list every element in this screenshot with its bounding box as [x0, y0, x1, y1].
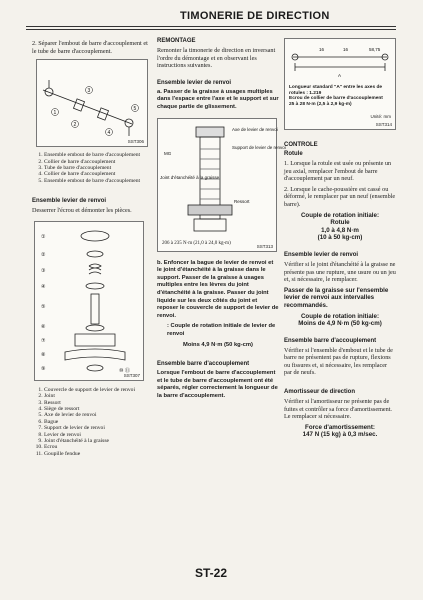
figure-tag: SST314	[375, 122, 392, 127]
legend-item: 3. Ressort	[44, 400, 150, 406]
figure-tag: SST313	[256, 243, 273, 249]
unit-label: Unité: mm	[370, 114, 391, 119]
legend-item: 1. Ensemble embout de barre d'accouplement	[44, 152, 150, 158]
grease-drawing	[158, 119, 286, 251]
collar-label: Ecrou de collier de barre d'accouplement	[289, 96, 383, 102]
label-mg: MG	[164, 150, 172, 156]
legend-item: 7. Support de levier de renvoi	[44, 425, 150, 431]
legend-item: 2. Joint	[44, 393, 150, 399]
step-2-text: 2. Séparer l'embout de barre d'accouplement et le tube de barre d'accouplement.	[32, 40, 148, 55]
couple2-val: Moins de 4,9 N·m (50 kg-cm)	[298, 320, 382, 328]
svg-text:②: ②	[41, 251, 46, 258]
torque-line-1: : Couple de rotation initiale de levier de renvoi	[167, 323, 276, 337]
dim-16-b: 16	[343, 47, 349, 52]
grease-text: Passer de la graisse sur l'ensemble levier de renvoi aux intervalles recommandés.	[284, 286, 389, 309]
idler-lever-grease-figure	[157, 118, 286, 252]
legend-item: 4. Collier de barre d'accouplement	[44, 171, 150, 177]
torque-line-2: Moins 4,9 N·m (50 kg-cm)	[183, 341, 253, 348]
svg-text:⑧: ⑧	[41, 351, 46, 358]
step-b-text: b. Enfoncer la bague de levier de renvoi et le joint d'étanchéité à la graisse dans le support. Passer de la graisse à usages multiples entre les lèvres du joint d'étanchéité à la graisse. Passer du joint liquide sur les deux côtés du joint et reposer le couvercle de support de levier de renvoi.	[157, 259, 279, 319]
legend-item: 5. Axe de levier de renvoi	[44, 412, 150, 418]
header-rule-thin	[26, 29, 396, 30]
legend-item: 10. Ecrou	[44, 444, 150, 450]
svg-text:①: ①	[41, 233, 46, 240]
tie-rod-length-drawing	[285, 39, 395, 89]
svg-text:⑩ ⑪: ⑩ ⑪	[119, 367, 130, 374]
section-heading-damper: Amortisseur de direction	[284, 389, 356, 396]
section-heading-remontage: REMONTAGE	[157, 38, 196, 44]
svg-text:③: ③	[41, 267, 46, 274]
section-heading-lever: Ensemble levier de renvoi	[284, 251, 359, 258]
damper-text: Vérifier si l'amortisseur ne présente pas de fuites et contrôler sa force d'amortissement. Le remplacer si nécessaire.	[284, 398, 392, 421]
tie-rod-text: Lorsque l'embout de barre d'accouplement et le tube de barre d'accouplement ont été séparés, régler correctement la longueur de la barre d'accouplement.	[157, 370, 278, 399]
couple-val-2: (10 à 50 kg-cm)	[317, 234, 363, 242]
couple-val-1: 1,0 à 4,8 N·m	[321, 226, 359, 234]
legend-item: 4. Siège de ressort	[44, 406, 150, 412]
column-middle	[157, 38, 286, 403]
legend-item: 11. Goupille fendue	[44, 451, 150, 457]
svg-text:⑨: ⑨	[41, 365, 46, 372]
svg-text:⑥: ⑥	[41, 323, 46, 330]
figure-caption	[289, 85, 391, 107]
section-heading-controle: CONTROLE	[284, 142, 318, 148]
legend-item: 9. Joint d'étanchéité à la graisse	[44, 438, 150, 444]
svg-text:⑦: ⑦	[41, 337, 46, 344]
svg-text:4: 4	[107, 130, 111, 137]
remontage-text: Remonter la timonerie de direction en inversant l'ordre du démontage et en observant les instructions suivantes.	[157, 47, 276, 70]
lever-text: Desserrer l'écrou et démonter les pièces.	[32, 207, 132, 215]
rotule-step-2: 2. Lorsque le cache-poussière est cassé ou déformé, le remplacer par un neuf (ensemble barre).	[284, 185, 396, 208]
section-heading-rotule: Rotule	[284, 151, 303, 157]
svg-text:3: 3	[87, 88, 91, 95]
legend-item: 2. Collier de barre d'accouplement	[44, 159, 150, 165]
idler-lever-drawing	[35, 222, 143, 380]
column-right	[284, 38, 396, 442]
tie-rod-check-text: Vérifier si l'ensemble d'embout et le tube de barre ne présentent pas de rupture, flexions ou fissures et, si nécessaire, les remplacer par de neufs.	[284, 346, 393, 377]
legend-item: 6. Bague	[44, 419, 150, 425]
svg-text:5: 5	[133, 106, 137, 113]
torque-value: 206 à 235 N·m (21,0 à 24,0 kg-m)	[162, 240, 231, 246]
tie-rod-drawing	[37, 60, 147, 146]
legend-item: 3. Tube de barre d'accouplement	[44, 165, 150, 171]
section-heading-lever: Ensemble levier de renvoi	[157, 79, 232, 86]
section-heading-lever: Ensemble levier de renvoi	[32, 198, 107, 205]
couple2-heading: Couple de rotation initiale:	[300, 312, 380, 320]
page-number: ST-22	[195, 566, 228, 580]
legend-item: 8. Levier de renvoi	[44, 432, 150, 438]
label-support: Support de levier de renvoi	[232, 144, 286, 150]
section-heading-tie-rod: Ensemble barre d'accouplement	[284, 337, 377, 344]
rotule-step-1: 1. Lorsque la rotule est usée ou présente un jeu axial, remplacer l'embout de barre d'accouplement par un neuf.	[284, 160, 392, 183]
tie-rod-length-figure	[284, 38, 396, 130]
step-a-text: a. Passer de la graisse à usages multiples dans l'espace entre l'axe et le support et sur chaque partie de glissement.	[157, 88, 279, 110]
column-left	[32, 40, 150, 457]
figure-tag: SST307	[123, 372, 140, 378]
dim-58: 58,75	[369, 47, 381, 52]
couple-sub: Rotule	[330, 219, 350, 227]
label-axe: Axe de levier de renvoi	[232, 126, 278, 132]
tie-rod-exploded-figure	[36, 59, 148, 147]
svg-text:1: 1	[53, 110, 57, 117]
page-header-title: TIMONERIE DE DIRECTION	[180, 10, 330, 22]
legend-idler-lever	[32, 387, 150, 457]
idler-lever-exploded-figure	[34, 221, 144, 381]
damper-force-val: 147 N (15 kg) à 0,3 m/sec.	[302, 431, 378, 439]
legend-item: 5. Ensemble embout de barre d'accouplement	[44, 178, 150, 184]
dim-a: A	[338, 73, 342, 78]
svg-text:⑤: ⑤	[41, 303, 46, 310]
legend-tie-rod	[32, 152, 150, 184]
section-heading-tie-rod: Ensemble barre d'accouplement	[157, 361, 250, 368]
lever-check-text: Vérifier si le joint d'étanchéité à la graisse ne présente pas une rupture, une usure ou un jeu et, si nécessaire, le remplacer.	[284, 260, 396, 284]
damper-force-heading: Force d'amortissement:	[305, 423, 375, 431]
header-rule	[26, 26, 396, 27]
svg-text:④: ④	[41, 283, 46, 290]
svg-text:2: 2	[73, 122, 77, 129]
length-label: Longueur standard "A" entre les axes de rotules : 1.219	[289, 85, 383, 96]
collar-torque: 25 à 28 N·m (2,5 à 2,9 kg-m)	[289, 101, 352, 107]
label-joint: Joint d'étanchéité à la graisse	[160, 174, 220, 180]
figure-tag: SST306	[127, 139, 144, 145]
dim-16-a: 16	[319, 47, 325, 52]
couple-heading: Couple de rotation initiale:	[300, 211, 380, 219]
label-ressort: Ressort	[234, 198, 250, 204]
legend-item: 1. Couvercle de support de levier de renvoi	[44, 387, 150, 393]
